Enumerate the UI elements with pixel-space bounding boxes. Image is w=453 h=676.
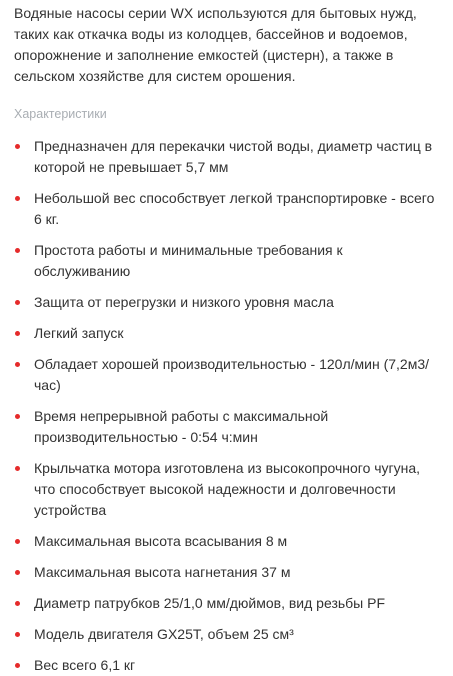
feature-item bbox=[14, 188, 439, 230]
feature-text: Время непрерывной работы с максимальной производительностью - 0:54 ч:мин bbox=[34, 408, 329, 445]
feature-item bbox=[14, 240, 439, 282]
feature-text: Небольшой вес способствует легкой транспортировке - всего 6 кг. bbox=[34, 190, 435, 227]
bullet-dot-icon bbox=[15, 248, 20, 253]
feature-item bbox=[14, 136, 439, 178]
feature-item bbox=[14, 655, 439, 676]
bullet-dot-icon bbox=[15, 362, 20, 367]
bullet-dot-icon bbox=[15, 663, 20, 668]
feature-text: Максимальная высота нагнетания 37 м bbox=[34, 564, 291, 580]
feature-text: Максимальная высота всасывания 8 м bbox=[34, 533, 288, 549]
bullet-dot-icon bbox=[15, 601, 20, 606]
bullet-dot-icon bbox=[15, 414, 20, 419]
feature-text: Защита от перегрузки и низкого уровня масла bbox=[34, 294, 334, 310]
bullet-dot-icon bbox=[15, 632, 20, 637]
feature-text: Простота работы и минимальные требования к обслуживанию bbox=[34, 242, 343, 279]
feature-item bbox=[14, 562, 439, 583]
feature-text: Крыльчатка мотора изготовлена из высокопрочного чугуна, что способствует высокой надежности и долговечности устройства bbox=[34, 460, 421, 518]
feature-text: Легкий запуск bbox=[34, 325, 124, 341]
feature-text: Модель двигателя GX25T, объем 25 см³ bbox=[34, 626, 294, 642]
feature-text: Диаметр патрубков 25/1,0 мм/дюймов, вид резьбы PF bbox=[34, 595, 386, 611]
feature-item bbox=[14, 323, 439, 344]
bullet-dot-icon bbox=[15, 570, 20, 575]
feature-item bbox=[14, 531, 439, 552]
bullet-dot-icon bbox=[15, 331, 20, 336]
bullet-dot-icon bbox=[15, 300, 20, 305]
feature-item bbox=[14, 593, 439, 614]
bullet-dot-icon bbox=[15, 144, 20, 149]
feature-item bbox=[14, 458, 439, 521]
feature-text: Обладает хорошей производительностью - 120л/мин (7,2м3/час) bbox=[34, 356, 429, 393]
feature-item bbox=[14, 354, 439, 396]
bullet-dot-icon bbox=[15, 466, 20, 471]
bullet-dot-icon bbox=[15, 539, 20, 544]
feature-item bbox=[14, 624, 439, 645]
intro-paragraph: Водяные насосы серии WX используются для бытовых нужд, таких как откачка воды из колодцев, бассейнов и водоемов, опорожнение и заполнение емкостей (цистерн), а также в сельском хозяйстве для систем орошения. bbox=[14, 5, 417, 84]
feature-text: Предназначен для перекачки чистой воды, диаметр частиц в которой не превышает 5,7 мм bbox=[34, 138, 433, 175]
feature-item bbox=[14, 292, 439, 313]
feature-text: Вес всего 6,1 кг bbox=[34, 657, 136, 673]
feature-item bbox=[14, 406, 439, 448]
characteristics-heading: Характеристики bbox=[14, 107, 107, 121]
bullet-dot-icon bbox=[15, 196, 20, 201]
characteristics-list bbox=[14, 136, 439, 676]
